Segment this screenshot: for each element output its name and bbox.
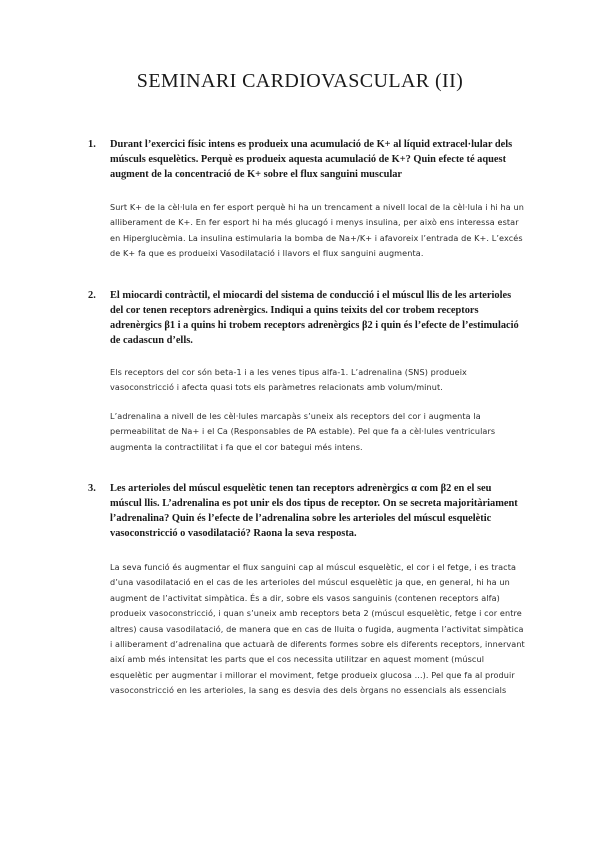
- question-2: [90, 288, 520, 348]
- question-1: [90, 137, 520, 182]
- question-2-number: 2.: [88, 290, 96, 301]
- page-title: SEMINARI CARDIOVASCULAR (II): [136, 70, 464, 92]
- answer-3-paragraph-1: La seva funció és augmentar el flux sanguini cap al múscul esquelètic, el cor i el fetge, i es tracta d’una vasodilatació en el cas de les arterioles del múscul esquelètic ja que, en general, hi ha un augment de l’activitat simpàtica. És a dir, sobre els vasos sanguinis (contenen receptors alfa) produeix vasoconstricció, i quan s’uneix amb receptors beta 2 (múscul esquelètic, fetge i cor entre altres) causa vasodilatació, de manera que en cas de lluita o fugida, augmenta l’activitat simpàtica i alliberament d’adrenalina que actuarà de diferents formes sobre els diferents receptors, innervant així amb més intensitat les parts que el cos necessita utilitzar en aquest moment (múscul esquelètic per augmentar i millorar el moviment, fetge produeix glucosa ...). Pel que fa al produir vasoconstricció en les arterioles, la sang es desvia des dels òrgans no essencials als essencials: [110, 562, 525, 696]
- question-3-text: Les arterioles del múscul esquelètic tenen tan receptors adrenèrgics α com β2 en el seu múscul llis. L’adrenalina es pot unir els dos tipus de receptor. On se secreta majoritàriament l’adrenalina? Quin és l’efecte de l’adrenalina sobre les arterioles del múscul esquelètic vasoconstricció o vasodilatació? Raona la seva resposta.: [110, 483, 518, 539]
- answer-1-paragraph-1: Surt K+ de la cèl·lula en fer esport perquè hi ha un trencament a nivell local de la cèl·lula i hi ha un alliberament de K+. En fer esport hi ha més glucagó i menys insulina, per això ens interessa estar en Hiperglucèmia. La insulina estimularia la bomba de Na+/K+ i afavoreix l’entrada de K+. L’excés de K+ fa que es produeixi Vasodilatació i llavors el flux sanguini augmenta.: [110, 202, 524, 259]
- question-3: [90, 481, 520, 541]
- question-3-number: 3.: [88, 483, 96, 494]
- answer-2-paragraph-1: Els receptors del cor són beta-1 i a les venes tipus alfa-1. L’adrenalina (SNS) produeix vasoconstricció i afecta quasi tots els paràmetres relacionats amb volum/minut.: [110, 367, 467, 393]
- question-2-text: El miocardi contràctil, el miocardi del sistema de conducció i el múscul llis de les arterioles del cor tenen receptors adrenèrgics. Indiqui a quins teixits del cor trobem receptors adrenèrgics β1 i a quins hi trobem receptors adrenèrgics β2 i quin és l’efecte de l’estimulació de cadascun d’ells.: [110, 290, 519, 346]
- question-1-text: Durant l’exercici físic intens es produeix una acumulació de K+ al líquid extracel·lular dels músculs esquelètics. Perquè es produeix aquesta acumulació de K+? Quin efecte té aquest augment de la concentració de K+ sobre el flux sanguini muscular: [110, 139, 513, 180]
- question-1-number: 1.: [88, 139, 96, 150]
- answer-2-paragraph-2: L’adrenalina a nivell de les cèl·lules marcapàs s’uneix als receptors del cor i augmenta la permeabilitat de Na+ i el Ca (Responsables de PA estable). Pel que fa a cèl·lules ventriculars augmenta la contractilitat i fa que el cor bategui més intens.: [110, 411, 496, 452]
